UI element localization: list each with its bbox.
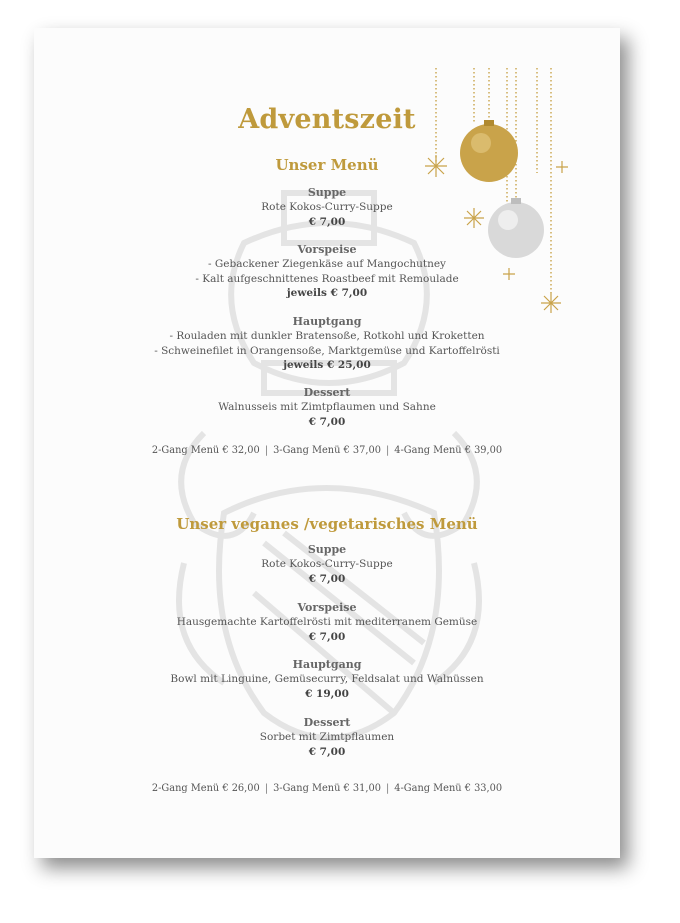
package-price: 2-Gang Menü € 26,00	[151, 783, 260, 794]
package-price: 3-Gang Menü € 37,00	[273, 445, 381, 456]
course-block	[34, 543, 620, 586]
course-title: Hauptgang	[292, 658, 362, 671]
dish-line: Hausgemachte Kartoffelrösti mit mediterranem Gemüse	[176, 616, 478, 629]
menu-heading: Unser Menü	[275, 156, 379, 174]
dish-line: - Gebackener Ziegenkäse auf Mangochutney	[208, 258, 446, 271]
package-price: 4-Gang Menü € 39,00	[394, 445, 503, 456]
course-price: € 7,00	[308, 415, 346, 428]
course-block	[34, 601, 620, 644]
course-price: € 7,00	[308, 572, 346, 585]
menu-heading: Unser veganes /vegetarisches Menü	[176, 515, 478, 533]
dish-line: - Rouladen mit dunkler Bratensoße, Rotkohl und Kroketten	[169, 330, 485, 343]
dish-line: - Schweinefilet in Orangensoße, Marktgemüse und Kartoffelrösti	[154, 344, 500, 357]
course-block	[34, 243, 620, 300]
dish-line: Sorbet mit Zimtpflaumen	[259, 731, 395, 744]
course-title: Dessert	[303, 386, 351, 399]
course-price: jeweils € 7,00	[286, 286, 368, 299]
course-block	[34, 658, 620, 701]
dish-line: Rote Kokos-Curry-Suppe	[261, 201, 393, 214]
course-price: € 7,00	[308, 630, 346, 643]
course-price: € 19,00	[305, 687, 349, 700]
package-prices: 2-Gang Menü € 26,00 | 3-Gang Menü € 31,00 | 4-Gang Menü € 33,00	[151, 783, 503, 794]
course-title: Hauptgang	[292, 315, 362, 328]
menu-page	[34, 28, 620, 858]
package-price: 3-Gang Menü € 31,00	[273, 783, 381, 794]
course-block	[34, 186, 620, 229]
package-prices: 2-Gang Menü € 32,00 | 3-Gang Menü € 37,00 | 4-Gang Menü € 39,00	[151, 445, 503, 456]
course-price: € 7,00	[308, 745, 346, 758]
dish-line: Bowl mit Linguine, Gemüsecurry, Feldsalat und Walnüssen	[170, 673, 484, 686]
course-title: Suppe	[307, 186, 347, 199]
course-block	[34, 315, 620, 372]
package-price: 4-Gang Menü € 33,00	[394, 783, 503, 794]
package-price: 2-Gang Menü € 32,00	[151, 445, 260, 456]
course-block	[34, 386, 620, 429]
page-title: Adventszeit	[238, 104, 416, 135]
course-title: Vorspeise	[297, 601, 357, 614]
dish-line: - Kalt aufgeschnittenes Roastbeef mit Remoulade	[195, 272, 459, 285]
course-price: € 7,00	[308, 215, 346, 228]
course-block	[34, 716, 620, 759]
course-title: Dessert	[303, 716, 351, 729]
course-title: Suppe	[307, 543, 347, 556]
dish-line: Walnusseis mit Zimtpflaumen und Sahne	[218, 401, 436, 414]
course-price: jeweils € 25,00	[283, 358, 371, 371]
dish-line: Rote Kokos-Curry-Suppe	[261, 558, 393, 571]
course-title: Vorspeise	[297, 243, 357, 256]
